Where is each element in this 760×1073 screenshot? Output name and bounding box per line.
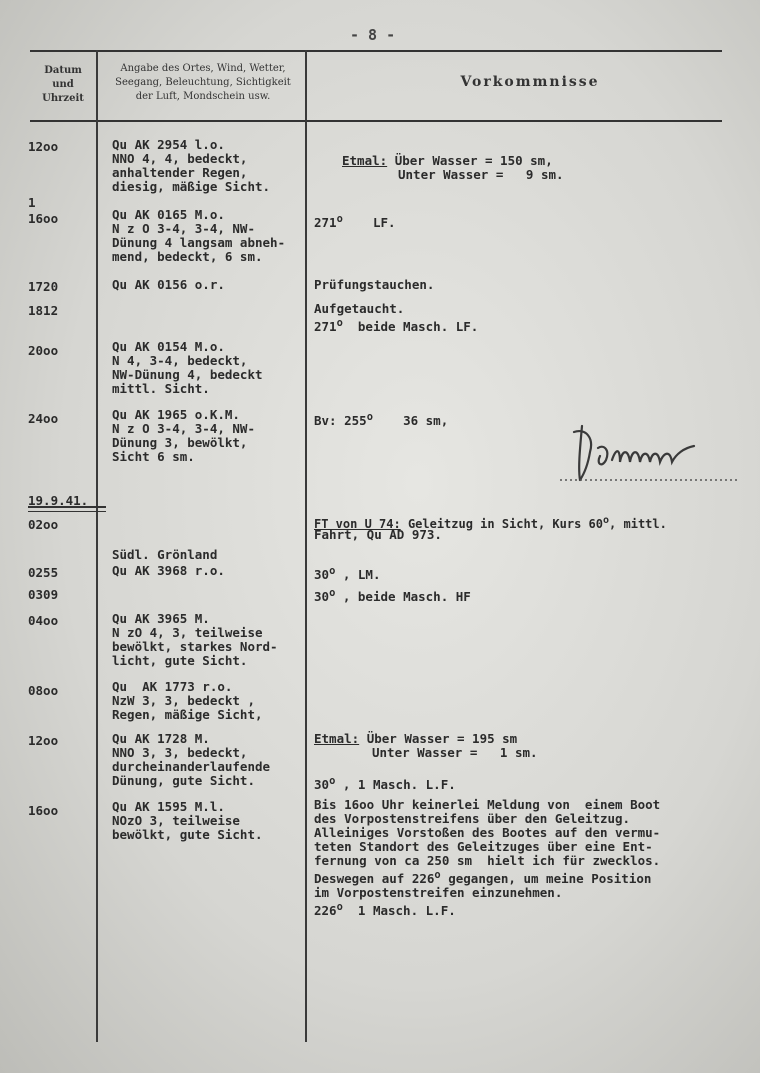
note-text: beide Masch. LF.	[357, 319, 479, 335]
note-line: Unter Wasser = 9 sm.	[398, 167, 564, 182]
entry-time: 20oo	[28, 343, 59, 358]
loc-line: Dünung, gute Sicht.	[112, 773, 255, 788]
note-line: Deswegen auf 226	[314, 871, 435, 887]
entry-note	[314, 212, 396, 230]
entry-location	[112, 340, 263, 396]
degree: o	[336, 317, 343, 329]
header-date-line-1: Datum	[44, 65, 82, 76]
loc-line: N zO 4, 3, teilweise	[112, 625, 263, 640]
entry-time: 02oo	[28, 517, 59, 532]
degree: o	[336, 213, 343, 225]
course: 271	[314, 215, 337, 231]
header-date-line-3: Uhrzeit	[42, 93, 84, 104]
ft-label: FT von U 74:	[314, 517, 401, 531]
entry-location	[112, 208, 285, 264]
loc-line: anhaltender Regen,	[112, 165, 248, 180]
entry-time: 12oo	[28, 733, 59, 748]
entry-time: 1720	[28, 279, 59, 294]
entry-location: Qu AK 3968 r.o.	[112, 563, 225, 578]
loc-line: Qu AK 3965 M.	[112, 611, 210, 626]
course: 30	[314, 777, 330, 793]
etmal-label: Etmal:	[314, 731, 360, 746]
loc-line: Qu AK 0154 M.o.	[112, 339, 225, 354]
note-text: Bv: 255	[314, 413, 367, 429]
degree: o	[336, 901, 343, 914]
loc-line: durcheinanderlaufende	[112, 759, 271, 774]
note-line: Über Wasser = 195 sm	[366, 731, 518, 746]
loc-line: Qu AK 0165 M.o.	[112, 207, 225, 222]
etmal-label: Etmal:	[342, 153, 388, 168]
entry-note	[314, 586, 471, 604]
note-line: teten Standort des Geleitzuges über eine Ent-	[314, 839, 653, 854]
entry-time: 04oo	[28, 613, 59, 628]
entry-time: 0309	[28, 587, 59, 602]
column-divider-2	[305, 50, 307, 1042]
note-line: des Vorpostenstreifens über den Geleitzug.	[314, 811, 631, 826]
course: 30	[314, 589, 330, 605]
entry-location	[112, 800, 263, 842]
note-line: gegangen, um meine Position	[448, 871, 652, 887]
entry-note	[314, 564, 381, 582]
loc-line: NOzO 3, teilweise	[112, 813, 240, 828]
loc-line: diesig, mäßige Sicht.	[112, 179, 271, 194]
note-text: , beide Masch. HF	[342, 589, 471, 605]
entry-note	[314, 798, 660, 918]
loc-line: Qu AK 1595 M.l.	[112, 799, 225, 814]
degree: o	[366, 411, 373, 423]
loc-line: bewölkt, gute Sicht.	[112, 827, 263, 842]
entry-location	[112, 408, 255, 464]
entry-time: 0255	[28, 565, 59, 580]
degree: o	[329, 587, 336, 599]
note-line: Über Wasser = 150 sm,	[394, 153, 553, 168]
table-top-rule	[30, 50, 722, 52]
loc-line: Qu AK 1728 M.	[112, 731, 210, 746]
entry-time: 24oo	[28, 411, 59, 426]
header-loc-line-3: der Luft, Mondschein usw.	[135, 91, 271, 102]
page-number: - 8 -	[350, 26, 396, 44]
note-line: im Vorpostenstreifen einzunehmen.	[314, 885, 563, 901]
header-location-weather	[100, 62, 306, 104]
note-line: Bis 16oo Uhr keinerlei Meldung von einem Boot	[314, 797, 661, 812]
entry-note	[314, 410, 448, 428]
note-text: , LM.	[342, 567, 381, 583]
loc-line: NW-Dünung 4, bedeckt	[112, 367, 263, 382]
note-text: , mittl.	[609, 517, 667, 531]
course: 271	[314, 319, 337, 335]
loc-line: NNO 3, 3, bedeckt,	[112, 745, 248, 760]
loc-line: Qu AK 2954 l.o.	[112, 137, 225, 152]
loc-line: bewölkt, starkes Nord-	[112, 639, 278, 654]
entry-note	[314, 774, 456, 792]
entry-location: Qu AK 0156 o.r.	[112, 277, 225, 292]
entry-note	[314, 732, 517, 746]
entry-time: 1812	[28, 303, 59, 318]
entry-note	[342, 154, 553, 168]
note-line: Unter Wasser = 1 sm.	[372, 745, 538, 760]
loc-line: NzW 3, 3, bedeckt ,	[112, 693, 255, 708]
loc-line: NNO 4, 4, bedeckt,	[112, 151, 248, 166]
loc-line: mittl. Sicht.	[112, 381, 210, 396]
loc-line: Qu AK 1965 o.K.M.	[112, 407, 240, 422]
degree: o	[434, 869, 441, 881]
handwritten-signature	[560, 418, 740, 488]
entry-time: 08oo	[28, 683, 59, 698]
course: 30	[314, 567, 330, 583]
date-heading: 19.9.41.	[28, 493, 89, 508]
entry-location	[112, 138, 270, 194]
loc-line: N z O 3-4, 3-4, NW-	[112, 221, 255, 236]
region-label: Südl. Grönland	[112, 547, 218, 562]
loc-line: Dünung 3, bewölkt,	[112, 435, 248, 450]
header-date-time	[30, 64, 96, 106]
entry-note: Prüfungstauchen.	[314, 277, 435, 292]
note-text: , 1 Masch. L.F.	[342, 777, 456, 793]
entry-location	[112, 732, 270, 788]
note-line: 1 Masch. L.F.	[357, 903, 456, 919]
note-line: Alleiniges Vorstoßen des Bootes auf den vermu-	[314, 825, 661, 840]
column-divider-1	[96, 50, 98, 1042]
date-double-rule	[28, 506, 106, 512]
loc-line: licht, gute Sicht.	[112, 653, 248, 668]
loc-line: mend, bedeckt, 6 sm.	[112, 249, 263, 264]
loc-line: N 4, 3-4, bedeckt,	[112, 353, 248, 368]
degree: o	[603, 515, 610, 526]
entry-time: 16oo	[28, 803, 59, 818]
loc-line: Dünung 4 langsam abneh-	[112, 235, 286, 250]
entry-note	[314, 316, 478, 334]
degree: o	[329, 775, 336, 787]
entry-note: Aufgetaucht.	[314, 301, 405, 316]
header-events: Vorkommnisse	[460, 74, 600, 90]
note-line: fernung von ca 250 sm hielt ich für zwecklos.	[314, 853, 661, 868]
note-text: LF.	[372, 215, 396, 231]
loc-line: N z O 3-4, 3-4, NW-	[112, 421, 255, 436]
entry-location	[112, 680, 263, 722]
note-text: 36 sm,	[403, 413, 449, 429]
note-text: Geleitzug in Sicht, Kurs 60	[407, 517, 604, 531]
loc-line: Regen, mäßige Sicht,	[112, 707, 263, 722]
entry-location	[112, 612, 278, 668]
entry-note: Fahrt, Qu AD 973.	[314, 527, 442, 542]
header-loc-line-1: Angabe des Ortes, Wind, Wetter,	[120, 63, 286, 74]
header-bottom-rule	[30, 120, 722, 122]
degree: o	[329, 565, 336, 577]
entry-time: 16oo	[28, 211, 59, 226]
header-loc-line-2: Seegang, Beleuchtung, Sichtigkeit	[115, 77, 291, 88]
loc-line: Qu AK 1773 r.o.	[112, 679, 233, 694]
course: 226	[314, 903, 337, 919]
loc-line: Sicht 6 sm.	[112, 449, 195, 464]
margin-mark: 1	[28, 195, 36, 210]
entry-time: 12oo	[28, 139, 59, 154]
header-date-line-2: und	[52, 79, 74, 90]
